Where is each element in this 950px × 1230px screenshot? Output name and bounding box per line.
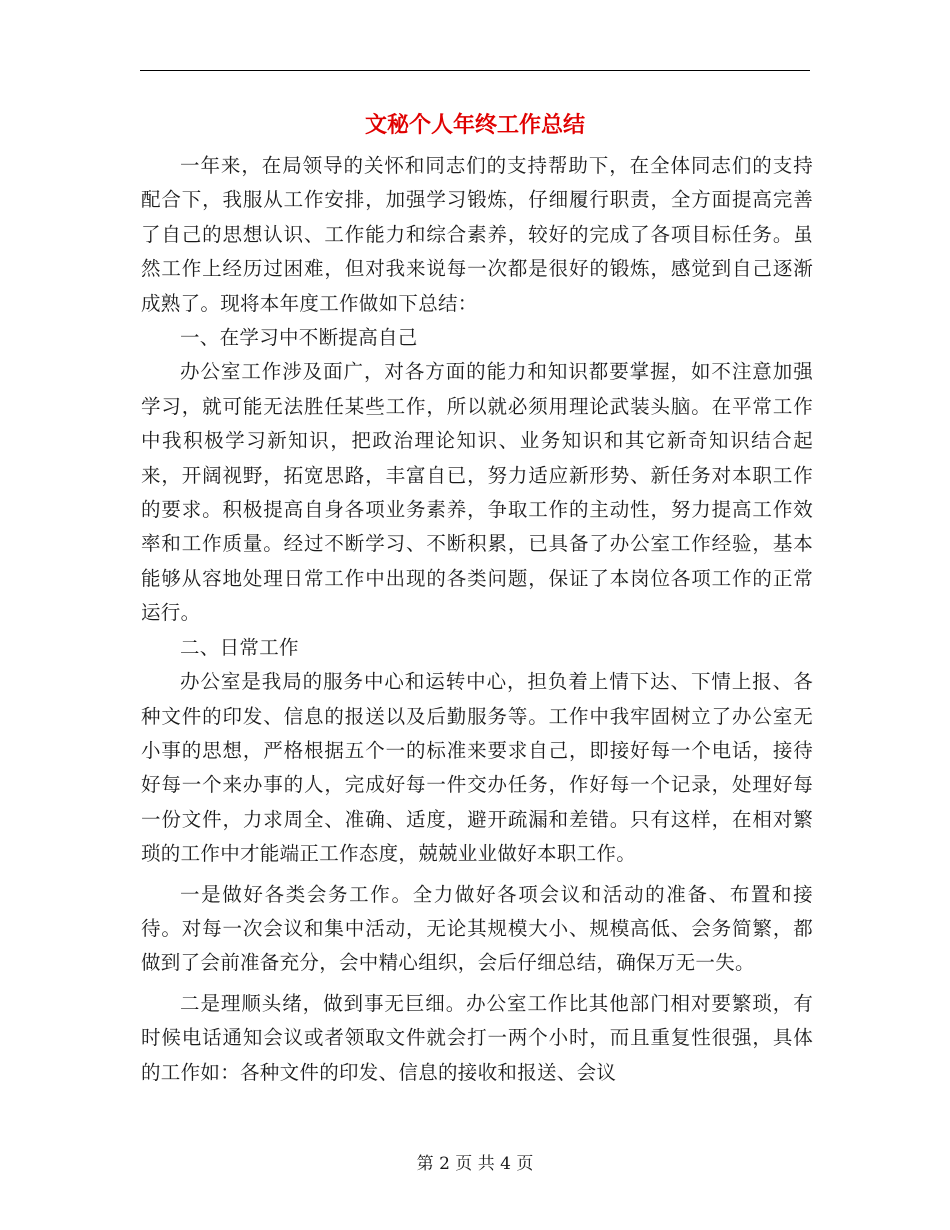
paragraph-daily-work: 办公室是我局的服务中心和运转中心，担负着上情下达、下情上报、各种文件的印发、信息的报送以及后勤服务等。工作中我牢固树立了办公室无小事的思想，严格根据五个一的标准来要求自己，即接好每一个电话，接待好每一个来办事的人，完成好每一件交办任务，作好每一个记录，处理好每一份文件，力求周全、准确、适度，避开疏漏和差错。只有这样，在相对繁琐的工作中才能端正工作态度，兢兢业业做好本职工作。 xyxy=(141,670,813,866)
header-rule xyxy=(140,70,810,71)
document-body xyxy=(141,149,813,1090)
paragraph-meetings: 一是做好各类会务工作。全力做好各项会议和活动的准备、布置和接待。对每一次会议和集中活动，无论其规模大小、规模高低、会务简繁，都做到了会前准备充分，会中精心组织，会后仔细总结，确保万无一失。 xyxy=(141,882,813,975)
heading-section-2: 二、日常工作 xyxy=(180,635,299,659)
page-number-footer: 第 2 页 共 4 页 xyxy=(416,1154,534,1174)
document-title: 文秘个人年终工作总结 xyxy=(364,112,585,138)
heading-section-1: 一、在学习中不断提高自己 xyxy=(180,326,418,350)
paragraph-intro: 一年来，在局领导的关怀和同志们的支持帮助下，在全体同志们的支持配合下，我服从工作安排，加强学习锻炼，仔细履行职责，全方面提高完善了自己的思想认识、工作能力和综合素养，较好的完成了各项目标任务。虽然工作上经历过困难，但对我来说每一次都是很好的锻炼，感觉到自己逐渐成熟了。现将本年度工作做如下总结： xyxy=(141,154,813,315)
paragraph-details: 二是理顺头绪，做到事无巨细。办公室工作比其他部门相对要繁琐，有时候电话通知会议或者领取文件就会打一两个小时，而且重复性很强，具体的工作如：各种文件的印发、信息的接收和报送、会议 xyxy=(141,991,813,1084)
paragraph-study: 办公室工作涉及面广，对各方面的能力和知识都要掌握，如不注意加强学习，就可能无法胜任某些工作，所以就必须用理论武装头脑。在平常工作中我积极学习新知识，把政治理论知识、业务知识和其它新奇知识结合起来，开阔视野，拓宽思路，丰富自已，努力适应新形势、新任务对本职工作的要求。积极提高自身各项业务素养，争取工作的主动性，努力提高工作效率和工作质量。经过不断学习、不断积累，已具备了办公室工作经验，基本能够从容地处理日常工作中出现的各类问题，保证了本岗位各项工作的正常运行。 xyxy=(141,360,813,625)
